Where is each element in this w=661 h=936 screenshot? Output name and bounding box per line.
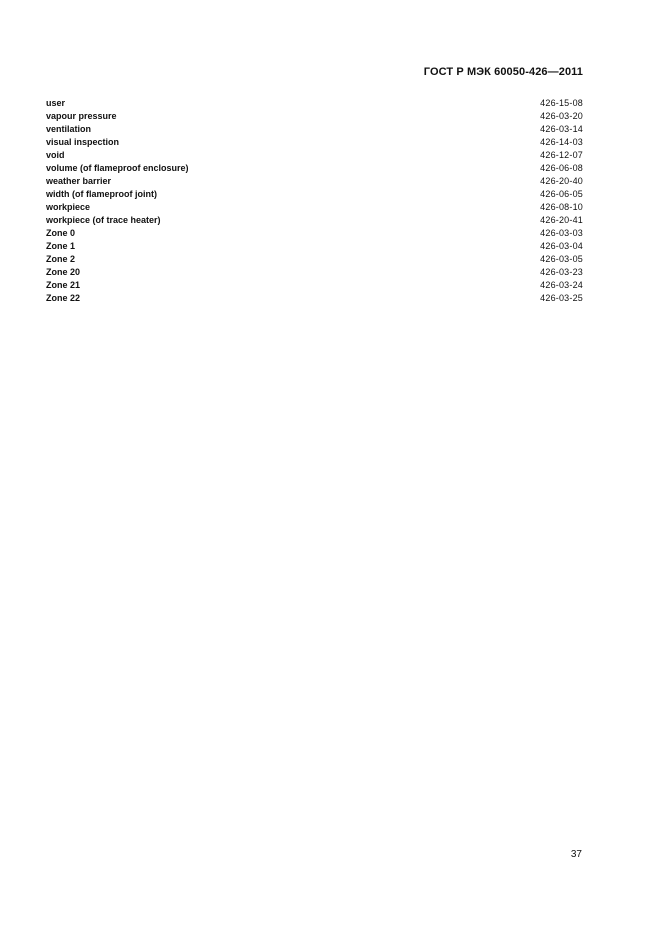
- index-reference: 426-03-05: [540, 254, 583, 264]
- index-reference: 426-15-08: [540, 98, 583, 108]
- index-reference: 426-06-05: [540, 189, 583, 199]
- index-row: [46, 162, 583, 175]
- term-index-list: [46, 97, 583, 305]
- index-reference: 426-20-41: [540, 215, 583, 225]
- index-term: volume (of flameproof enclosure): [46, 163, 189, 173]
- index-reference: 426-14-03: [540, 137, 583, 147]
- index-term: visual inspection: [46, 137, 120, 147]
- index-row: [46, 136, 583, 149]
- index-reference: 426-06-08: [540, 163, 583, 173]
- index-row: [46, 266, 583, 279]
- index-reference: 426-03-03: [540, 228, 583, 238]
- index-row: [46, 214, 583, 227]
- page-number: 37: [570, 849, 582, 860]
- index-term: Zone 2: [46, 254, 76, 264]
- index-reference: 426-08-10: [540, 202, 583, 212]
- standard-header: ГОСТ Р МЭК 60050-426—2011: [423, 66, 583, 78]
- index-reference: 426-03-24: [540, 280, 583, 290]
- index-term: Zone 1: [46, 241, 76, 251]
- index-term: void: [46, 150, 65, 160]
- index-row: [46, 279, 583, 292]
- index-reference: 426-03-14: [540, 124, 583, 134]
- index-row: [46, 123, 583, 136]
- index-reference: 426-12-07: [540, 150, 583, 160]
- index-term: workpiece (of trace heater): [46, 215, 161, 225]
- index-reference: 426-03-25: [540, 293, 583, 303]
- index-reference: 426-03-20: [540, 111, 583, 121]
- index-row: [46, 97, 583, 110]
- index-row: [46, 175, 583, 188]
- index-row: [46, 110, 583, 123]
- index-row: [46, 149, 583, 162]
- index-term: vapour pressure: [46, 111, 117, 121]
- index-row: [46, 292, 583, 305]
- index-row: [46, 188, 583, 201]
- index-term: weather barrier: [46, 176, 112, 186]
- index-term: Zone 22: [46, 293, 81, 303]
- index-row: [46, 201, 583, 214]
- index-term: user: [46, 98, 66, 108]
- index-term: Zone 0: [46, 228, 76, 238]
- index-term: Zone 20: [46, 267, 81, 277]
- index-reference: 426-20-40: [540, 176, 583, 186]
- index-reference: 426-03-23: [540, 267, 583, 277]
- index-row: [46, 227, 583, 240]
- index-term: Zone 21: [46, 280, 81, 290]
- index-term: width (of flameproof joint): [46, 189, 157, 199]
- index-term: workpiece: [46, 202, 91, 212]
- index-row: [46, 253, 583, 266]
- index-row: [46, 240, 583, 253]
- index-term: ventilation: [46, 124, 92, 134]
- index-reference: 426-03-04: [540, 241, 583, 251]
